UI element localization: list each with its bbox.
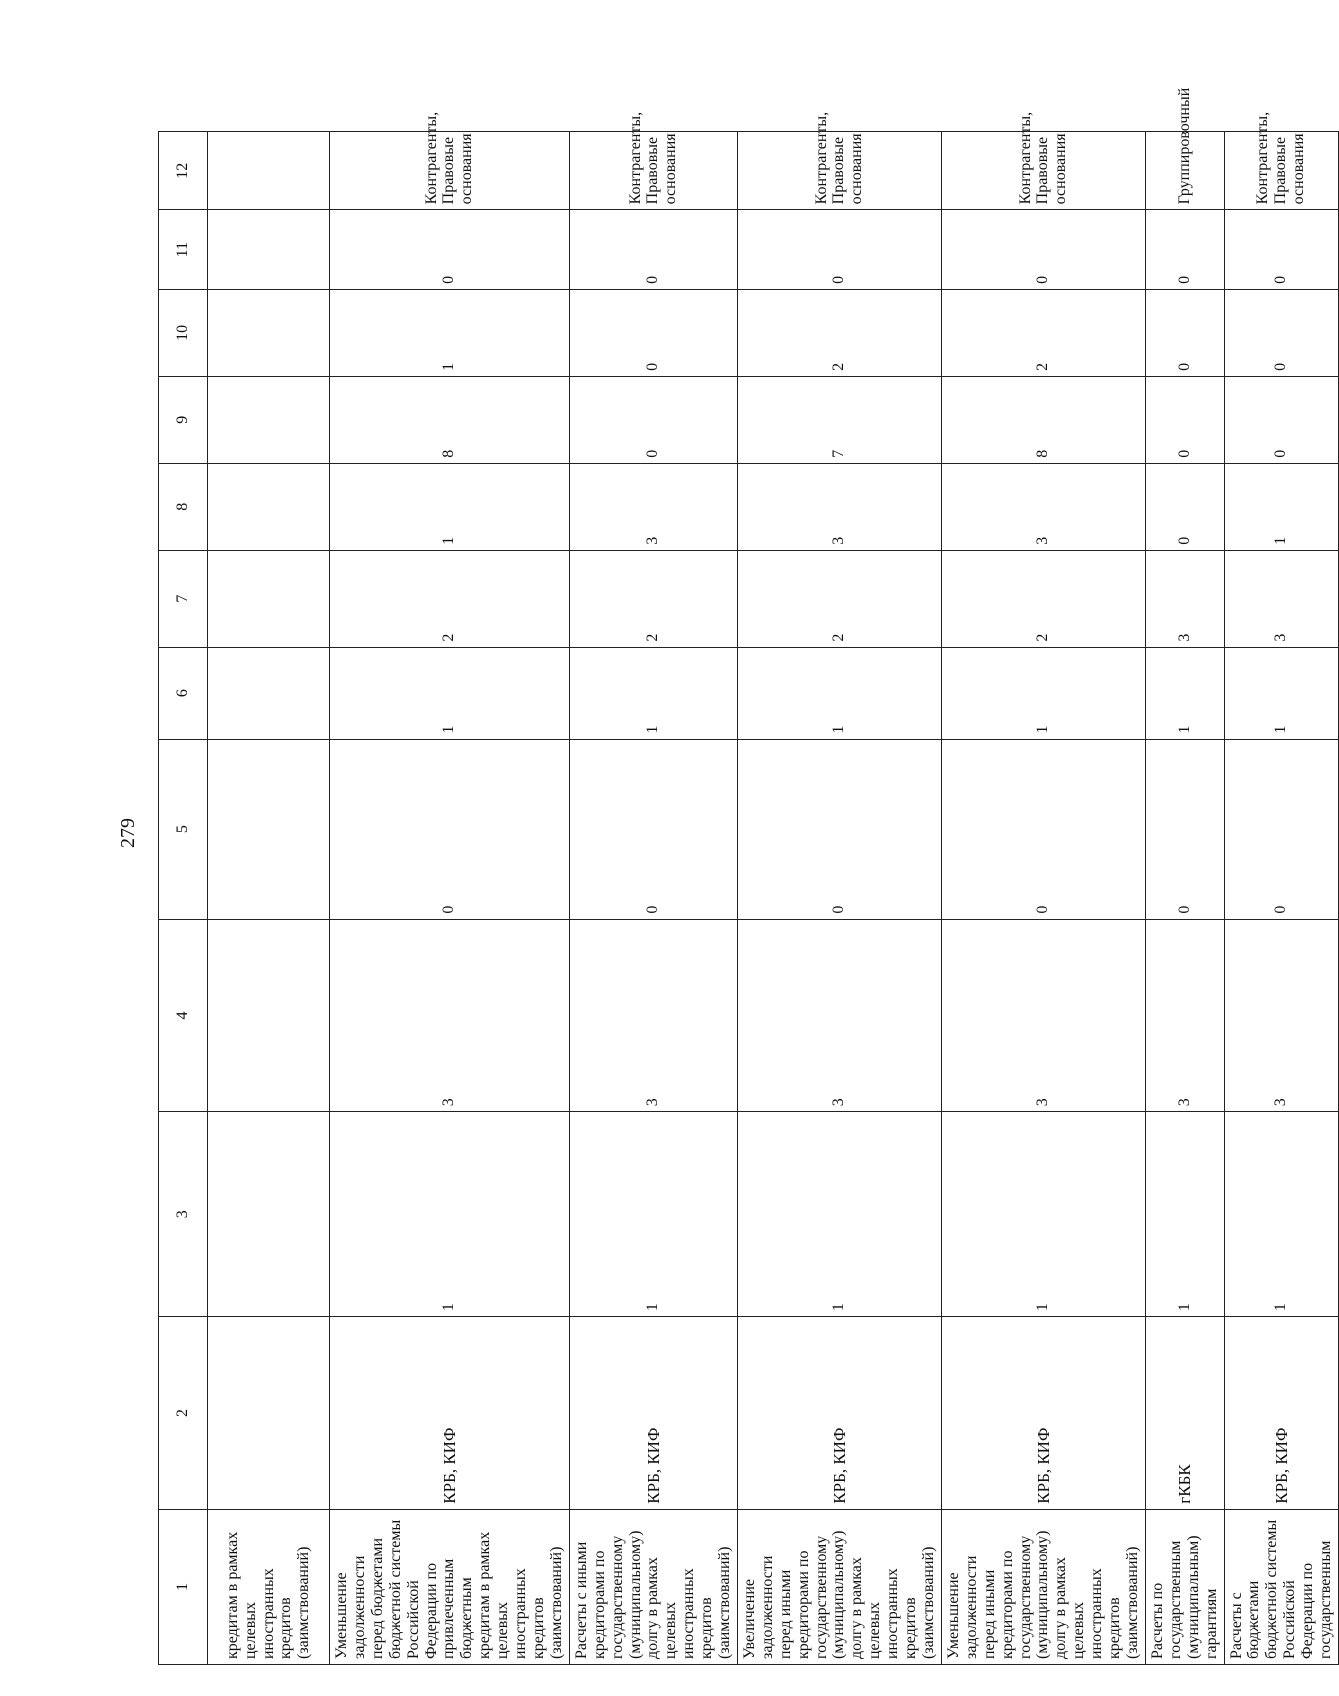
cell: 1 (1145, 647, 1224, 739)
table-row (941, 132, 1145, 1665)
header-cell: 6 (159, 647, 208, 739)
cell (208, 376, 330, 463)
header-cell: 2 (159, 1317, 208, 1510)
cell (208, 463, 330, 550)
cell: 2 (941, 550, 1145, 647)
page-number: 279 (117, 818, 139, 848)
cell: 0 (569, 289, 737, 376)
cell: 2 (737, 289, 941, 376)
cell: 1 (1224, 463, 1338, 550)
cell: 3 (330, 919, 570, 1112)
cell: 1 (1224, 1112, 1338, 1317)
cell: 3 (1224, 919, 1338, 1112)
accounts-table (158, 87, 1339, 1665)
cell: 0 (1145, 289, 1224, 376)
cell: 1 (330, 1112, 570, 1317)
table-row (737, 132, 941, 1665)
header-cell: 5 (159, 739, 208, 919)
table-row (569, 132, 737, 1665)
cell (208, 739, 330, 919)
cell (208, 210, 330, 290)
cell (208, 647, 330, 739)
table-row (1224, 132, 1338, 1665)
header-cell: 3 (159, 1112, 208, 1317)
cell: 0 (737, 210, 941, 290)
cell: 0 (1145, 739, 1224, 919)
cell: 0 (1224, 739, 1338, 919)
cell: 3 (569, 919, 737, 1112)
cell: 7 (737, 376, 941, 463)
cell: 3 (1145, 550, 1224, 647)
cell: 3 (941, 463, 1145, 550)
cell (208, 550, 330, 647)
header-cell: 10 (159, 289, 208, 376)
cell: 1 (1145, 1112, 1224, 1317)
cell: 1 (941, 1112, 1145, 1317)
cell: 0 (1224, 210, 1338, 290)
table-row (330, 132, 570, 1665)
cell: 2 (330, 550, 570, 647)
cell: 0 (330, 210, 570, 290)
cell-analytics: Контрагенты, Правовые основания (569, 132, 737, 210)
header-cell: 9 (159, 376, 208, 463)
cell: 1 (569, 647, 737, 739)
cell: 1 (569, 1112, 737, 1317)
cell-code: гКБК (1145, 1317, 1224, 1510)
cell: 3 (737, 919, 941, 1112)
cell-analytics: Контрагенты, Правовые основания (941, 132, 1145, 210)
cell-description: Увеличение задолженности перед иными кредиторами по государственному (муниципальному) долгу в рамках целевых иностранных кредитов (заимствований) (737, 1509, 941, 1664)
cell: 3 (1224, 550, 1338, 647)
header-cell: 8 (159, 463, 208, 550)
cell-description: Уменьшение задолженности перед бюджетами бюджетной системы Российской Федерации по привлеченным бюджетным кредитам в рамках целевых иностранных кредитов (заимствований) (330, 1509, 570, 1664)
cell-code (208, 1317, 330, 1510)
cell: 0 (1224, 289, 1338, 376)
cell: 3 (737, 463, 941, 550)
cell: 0 (941, 210, 1145, 290)
cell-description: Уменьшение задолженности перед иными кредиторами по государственному (муниципальному) долгу в рамках целевых иностранных кредитов (заимствований) (941, 1509, 1145, 1664)
cell: 1 (330, 289, 570, 376)
cell: 3 (1145, 919, 1224, 1112)
cell (208, 289, 330, 376)
cell-code: КРБ, КИФ (941, 1317, 1145, 1510)
cell-analytics (208, 132, 330, 210)
cell: 1 (330, 647, 570, 739)
cell: 3 (941, 919, 1145, 1112)
cell: 1 (1224, 647, 1338, 739)
header-cell: 11 (159, 210, 208, 290)
cell: 8 (330, 376, 570, 463)
cell: 3 (569, 463, 737, 550)
header-cell: 7 (159, 550, 208, 647)
cell-analytics: Контрагенты, Правовые основания (737, 132, 941, 210)
cell-code: КРБ, КИФ (1224, 1317, 1338, 1510)
cell: 0 (1145, 376, 1224, 463)
cell: 0 (569, 739, 737, 919)
cell: 0 (569, 376, 737, 463)
cell-description: Расчеты с бюджетами бюджетной системы Российской Федерации по государственным (1224, 1509, 1338, 1664)
cell-description: Расчеты с иными кредиторами по государственному (муниципальному) долгу в рамках целевых иностранных кредитов (заимствований) (569, 1509, 737, 1664)
cell: 0 (1224, 376, 1338, 463)
cell: 2 (941, 289, 1145, 376)
cell: 0 (330, 739, 570, 919)
cell-analytics: Контрагенты, Правовые основания (330, 132, 570, 210)
cell: 1 (737, 1112, 941, 1317)
header-cell: 4 (159, 919, 208, 1112)
cell: 1 (737, 647, 941, 739)
cell: 1 (941, 647, 1145, 739)
cell-analytics: Контрагенты, Правовые основания (1224, 132, 1338, 210)
cell: 0 (737, 739, 941, 919)
cell (208, 919, 330, 1112)
cell-analytics: Группировочный (1145, 132, 1224, 210)
header-row (159, 132, 208, 1665)
cell: 2 (737, 550, 941, 647)
table-row (208, 132, 330, 1665)
cell-code: КРБ, КИФ (737, 1317, 941, 1510)
cell: 8 (941, 376, 1145, 463)
cell-description: Расчеты по государственным (муниципальным) гарантиям (1145, 1509, 1224, 1664)
cell: 2 (569, 550, 737, 647)
cell: 0 (569, 210, 737, 290)
cell: 0 (1145, 210, 1224, 290)
header-cell: 12 (159, 132, 208, 210)
cell-code: КРБ, КИФ (569, 1317, 737, 1510)
cell: 1 (330, 463, 570, 550)
cell: 0 (941, 739, 1145, 919)
header-cell: 1 (159, 1509, 208, 1664)
cell-code: КРБ, КИФ (330, 1317, 570, 1510)
cell: 0 (1145, 463, 1224, 550)
cell-description: кредитам в рамках целевых иностранных кредитов (заимствований) (208, 1509, 330, 1664)
cell (208, 1112, 330, 1317)
table-row (1145, 132, 1224, 1665)
table-container (158, 87, 1335, 1665)
